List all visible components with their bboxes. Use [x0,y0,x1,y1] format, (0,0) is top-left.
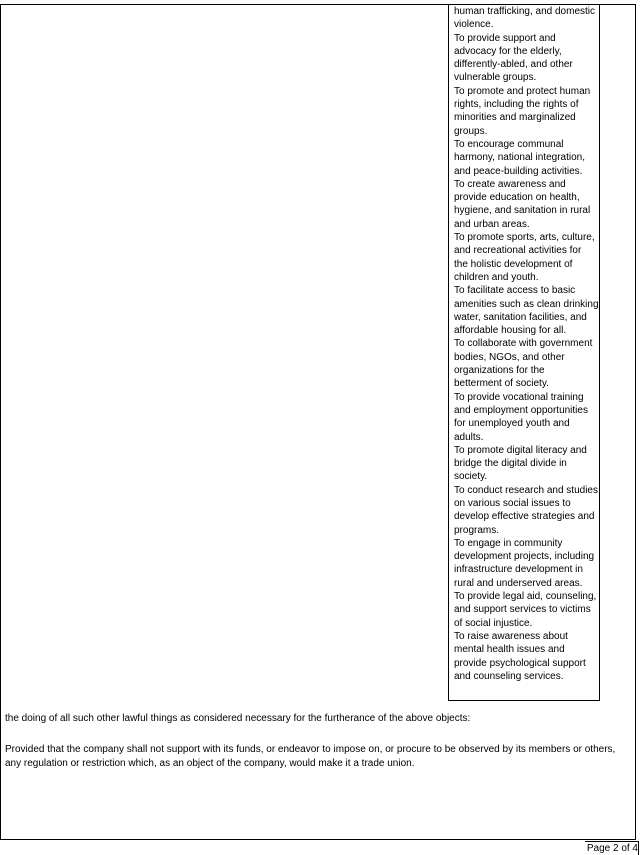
object-line: rural and underserved areas. [454,577,583,589]
object-line: infrastructure development in [454,564,583,576]
objects-list [448,4,600,701]
object-line: and peace-building activities. [454,165,583,177]
object-line: adults. [454,431,484,443]
object-line: and support services to victims [454,604,591,616]
object-line: groups. [454,125,488,137]
object-line: advocacy for the elderly, [454,45,562,57]
object-line: for unemployed youth and [454,418,570,430]
object-line: To promote and protect human [454,85,591,97]
object-line: programs. [454,524,500,536]
object-line: provide psychological support [454,657,586,669]
object-line: development projects, including [454,551,595,563]
object-line: water, sanitation facilities, and [454,311,587,323]
object-line: To provide vocational training [454,391,584,403]
trade-union-proviso: Provided that the company shall not support with its funds, or endeavor to impose on, or procure to be observed by its members or others, any regulation or restriction which, as an object of the company, would make it a trade union. [5,744,616,769]
object-line: hygiene, and sanitation in rural [454,205,591,217]
object-line: To provide legal aid, counseling, [454,591,597,603]
object-line: human trafficking, and domestic [454,6,596,17]
object-line: violence. [454,19,494,31]
object-line: bodies, NGOs, and other [454,351,565,363]
object-line: differently-abled, and other [454,59,573,71]
object-line: betterment of society. [454,378,549,390]
object-line: To provide support and [454,32,556,44]
object-line: organizations for the [454,365,545,377]
object-line: and employment opportunities [454,404,588,416]
object-line: of social injustice. [454,617,533,629]
object-line: To encourage communal [454,138,564,150]
object-line: and urban areas. [454,218,530,230]
object-line: on various social issues to [454,497,571,509]
object-line: develop effective strategies and [454,511,595,523]
object-line: rights, including the rights of [454,99,579,111]
object-line: To collaborate with government [454,338,593,350]
furtherance-clause: the doing of all such other lawful things as considered necessary for the furtherance of the above objects: [5,713,471,724]
object-line: To facilitate access to basic [454,285,576,297]
object-line: affordable housing for all. [454,325,567,337]
object-line: vulnerable groups. [454,72,537,84]
object-line: mental health issues and [454,644,565,656]
object-line: To promote digital literacy and [454,444,587,456]
page-number: Page 2 of 4 [586,843,638,854]
object-line: amenities such as clean drinking [454,298,599,310]
object-line: harmony, national integration, [454,152,586,164]
object-line: provide education on health, [454,192,580,204]
object-line: the holistic development of [454,258,573,270]
object-line: minorities and marginalized [454,112,576,124]
object-line: society. [454,471,488,483]
object-line: children and youth. [454,271,539,283]
object-line: To raise awareness about [454,630,568,642]
object-line: and counseling services. [454,670,564,682]
object-line: To create awareness and [454,178,566,190]
object-line: To promote sports, arts, culture, [454,232,595,244]
object-line: To engage in community [454,537,563,549]
object-line: and recreational activities for [454,245,582,257]
object-line: bridge the digital divide in [454,458,567,470]
object-line: To conduct research and studies [454,484,598,496]
